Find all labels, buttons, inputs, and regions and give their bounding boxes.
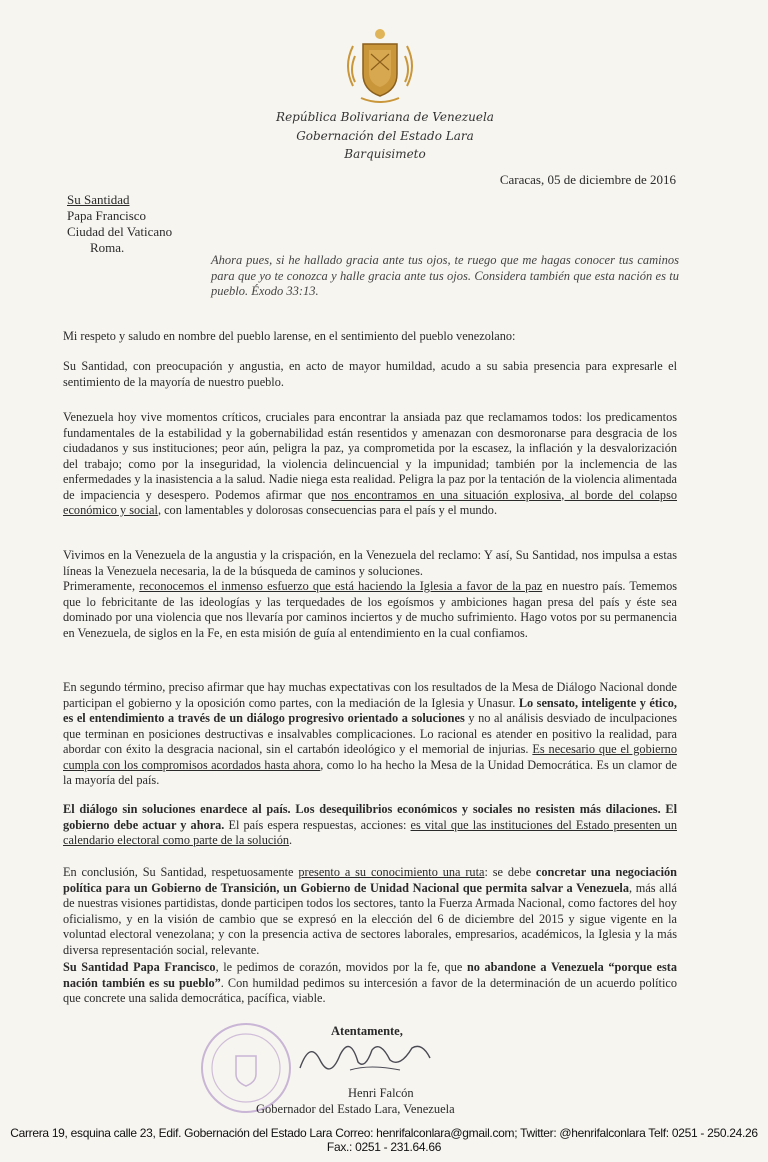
- addressee-block: [67, 192, 172, 256]
- text-run: En segundo término, preciso afirmar que hay muchas expectativas con los resultados de la Mesa de Diálogo Nacional donde participan el gobierno y la oposición como partes, con la mediación de la Iglesia y Unasur.: [63, 680, 677, 710]
- paragraph-intro: Su Santidad, con preocupación y angustia, en acto de mayor humildad, acudo a su sabia presencia para expresarle el sentimiento de la mayoría de nuestro pueblo.: [63, 359, 677, 389]
- text-run: Venezuela hoy vive momentos críticos, cruciales para encontrar la ansiada paz que reclamamos todos: los predicamentos fundamentales de la estabilidad y la gobernabilidad están resentidos y amenazan con desmoronarse para desgracia de los ciudadanos y sus instituciones; peor aún, peligra la paz, ya comprometida por la escasez, la inflación y la desvalorización del trabajo; como por la inseguridad, la violencia delincuencial y la impunidad; también por la inclemencia de las enfermedades y la inasistencia a la salud. Nadie niega esta realidad. Peligra la paz por la tentación de la violencia alimentada de impaciencia y desespero. Podemos afirmar que: [63, 410, 677, 502]
- text-run: Vivimos en la Venezuela de la angustia y la crispación, en la Venezuela del reclamo: Y así, Su Santidad, nos impulsa a estas líneas la Venezuela necesaria, la de la búsqueda de caminos y soluciones.: [63, 548, 677, 578]
- paragraph-second-point: [63, 680, 677, 789]
- bold-text: Su Santidad Papa Francisco: [63, 960, 216, 974]
- text-run: , más allá de nuestras visiones partidistas, donde participen todos los sectores, tanto la Fuerza Armada Nacional, como factores del hoy oficialismo, y en la visión de cambio que se expresó en la elección del 6 de diciembre del 2015 y sigue vigente en la voluntad electoral venezolana; y con la presencia activa de sectores laborales, empresarios, académicos, la Iglesia y la más diversa representación social, relevante.: [63, 880, 678, 957]
- letterhead-governorship: Gobernación del Estado Lara: [296, 129, 474, 143]
- bold-text: no abandone a Venezuela “porque esta nación también es su pueblo”: [63, 960, 678, 990]
- closing-salutation: Atentamente,: [331, 1024, 403, 1038]
- text-run: : se debe: [484, 865, 536, 879]
- paragraph-situation: [63, 410, 677, 519]
- text-run: , con lamentables y dolorosas consecuencias para el país y el mundo.: [157, 503, 498, 517]
- bold-text: Lo sensato, inteligente y ético, es el entendimiento a través de un diálogo progresivo orientado a soluciones: [63, 695, 678, 725]
- text-run: El país espera respuestas, acciones:: [224, 817, 411, 832]
- addressee-line: Ciudad del Vaticano: [67, 224, 173, 239]
- addressee-line: Roma.: [90, 240, 125, 255]
- underlined-text: nos encontramos en una situación explosiva, al borde del colapso económico y social: [63, 487, 678, 517]
- text-run: . Con humildad pedimos su intercesión a favor de la determinación de un acuerdo político que concrete una salida democrática, pacífica, viable.: [63, 975, 677, 1005]
- text-run: en nuestro país. Tememos que lo febricitante de las ideologías y las terquedades de los egoísmos y ambiciones hagan presa del país y éste sea dominado por una violencia que nos llevaría por caminos inciertos y de mucho sufrimiento. Hago votos por su permanencia en Venezuela, de siglos en la Fe, en esta misión de guía al entendimiento en la cual confiamos.: [63, 579, 677, 640]
- signer-name: Henri Falcón: [348, 1086, 414, 1100]
- signer-title: Gobernador del Estado Lara, Venezuela: [256, 1102, 455, 1116]
- letter-date: Caracas, 05 de diciembre de 2016: [499, 172, 676, 187]
- underlined-text: presento a su conocimiento una ruta: [298, 865, 485, 879]
- paragraph-first-point: [63, 548, 677, 641]
- addressee-line: Papa Francisco: [67, 208, 147, 223]
- underlined-text: Es necesario que el gobierno cumpla con los compromisos acordados hasta ahora: [63, 742, 677, 772]
- bold-text: El diálogo sin soluciones enardece al país. Los desequilibrios económicos y sociales no resisten más dilaciones. El gobierno debe actuar y ahora.: [63, 802, 677, 832]
- text-run: Primeramente,: [63, 579, 140, 593]
- text-run: .: [289, 833, 293, 847]
- underlined-text: es vital que las instituciones del Estado presenten un calendario electoral como parte de la solución: [63, 817, 677, 847]
- text-run: En conclusión, Su Santidad, respetuosamente: [63, 865, 299, 879]
- text-run: y no al análisis desviado de inculpaciones que terminan en posiciones destructivas e insalvables complicaciones. Lo racional es atender en positivo la realidad, para abordar con éxito la desgracia nacional, sin el cartabón ideológico y el memorial de injurias.: [63, 711, 678, 756]
- handwritten-signature-icon: [290, 1030, 440, 1080]
- epigraph-quote: Ahora pues, si he hallado gracia ante tus ojos, te ruego que me hagas conocer tus caminos para que yo te conozca y halle gracia ante tus ojos. Considera también que esta nación es tu pueblo. Éxodo 33:13.: [211, 253, 679, 298]
- underlined-text: reconocemos el inmenso esfuerzo que está haciendo la Iglesia a favor de la paz: [139, 579, 543, 593]
- addressee-line: Su Santidad: [67, 192, 130, 207]
- letterhead-city: Barquisimeto: [344, 147, 426, 161]
- paragraph-conclusion: [63, 865, 677, 958]
- footer-contact-info: Carrera 19, esquina calle 23, Edif. Gobernación del Estado Lara Correo: henrifalconlara@gmail.com; Twitter: @henrifalconlara Telf: 0251 - 250.24.26 Fax.: 0251 - 231.64.66: [10, 1126, 758, 1154]
- paragraph-plea: [63, 960, 677, 1007]
- text-run: , le pedimos de corazón, movidos por la fe, que: [215, 960, 467, 974]
- letterhead-republic: República Bolivariana de Venezuela: [276, 110, 494, 124]
- text-run: , como lo ha hecho la Mesa de la Unidad Democrática. Es un clamor de la mayoría del país.: [63, 757, 677, 787]
- paragraph-dialogue: [63, 802, 677, 849]
- paragraph-greeting: Mi respeto y saludo en nombre del pueblo larense, en el sentimiento del pueblo venezolano:: [63, 329, 516, 343]
- coat-of-arms-icon: [339, 26, 421, 106]
- bold-text: concretar una negociación política para un Gobierno de Transición, un Gobierno de Unidad Nacional que permita salvar a Venezuela: [63, 865, 677, 895]
